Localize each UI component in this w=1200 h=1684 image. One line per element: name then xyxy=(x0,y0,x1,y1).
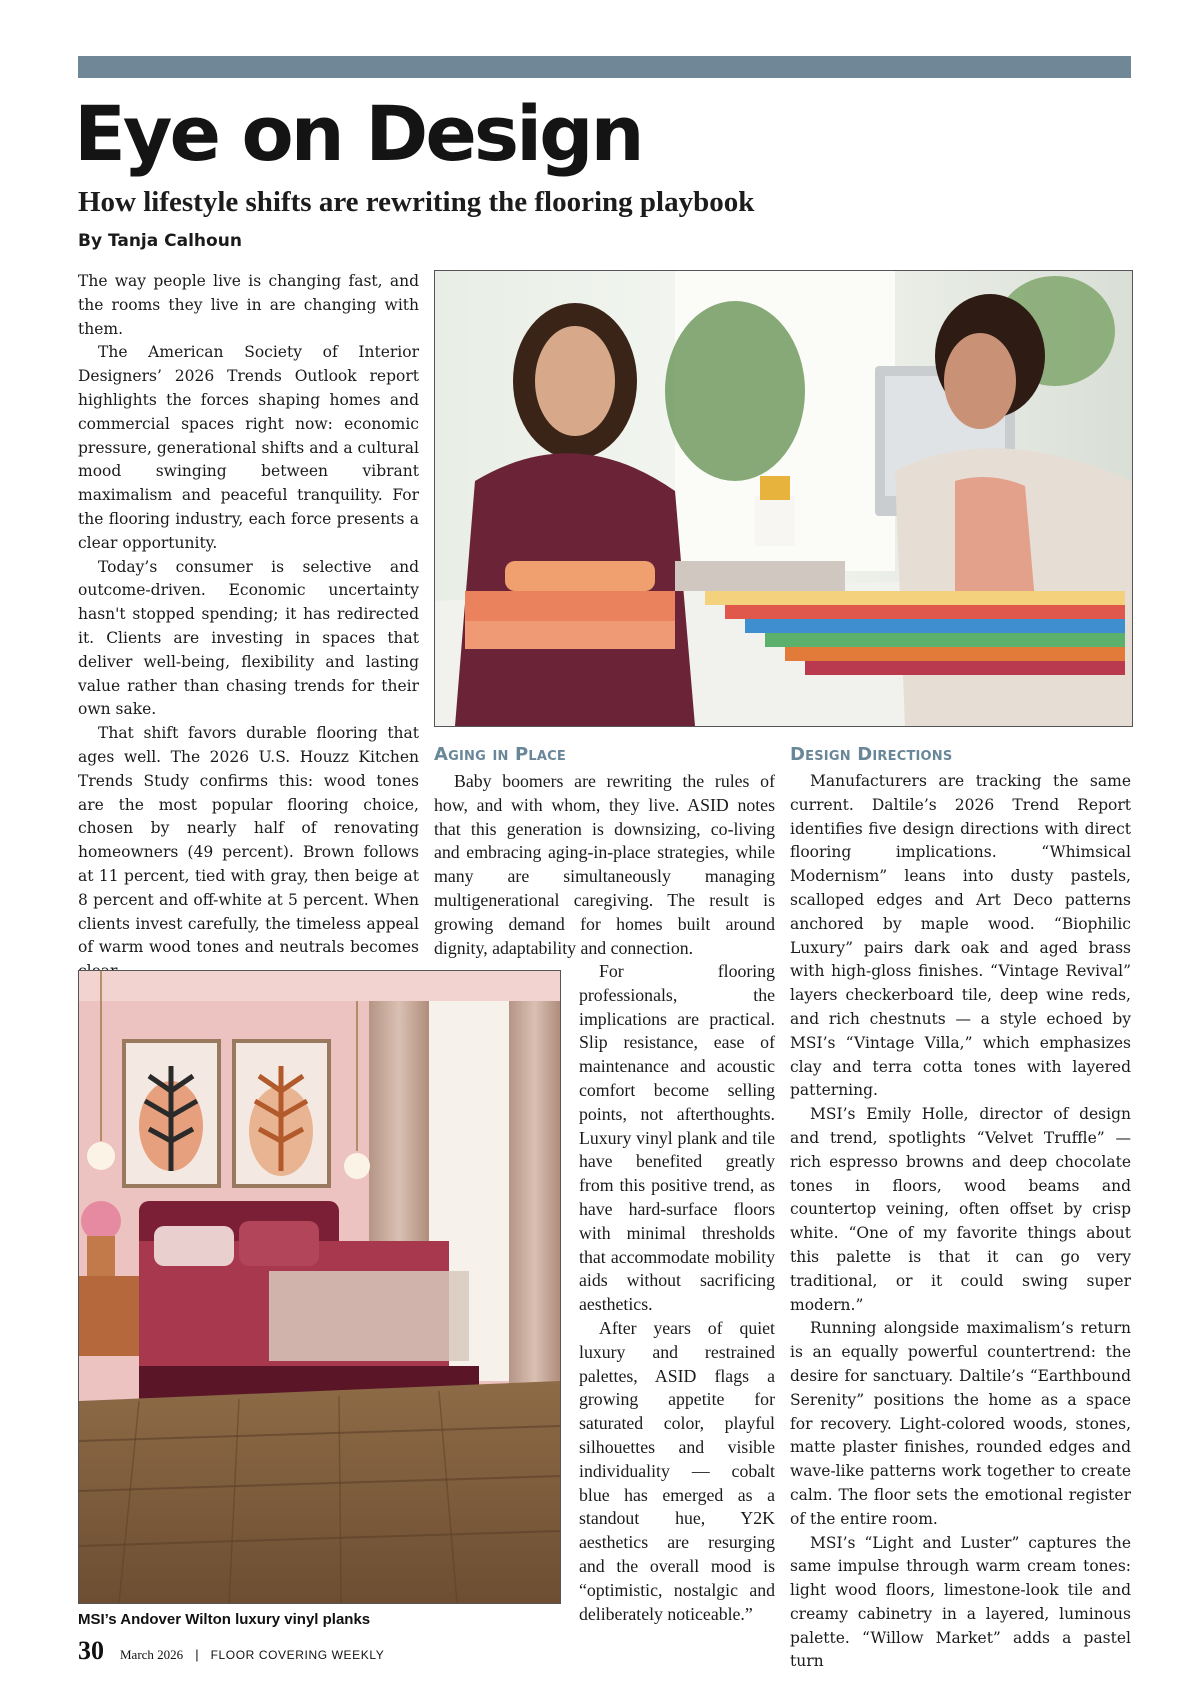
headline: Eye on Design xyxy=(74,89,642,178)
page-footer xyxy=(78,1638,384,1668)
article-column-3 xyxy=(579,960,775,1626)
photo-designers-swatches xyxy=(434,270,1133,727)
article-column-1 xyxy=(78,270,419,984)
section-heading-aging-in-place: Aging in Place xyxy=(434,744,566,765)
paragraph: The way people live is changing fast, and the rooms they live in are changing with them. xyxy=(78,272,419,338)
magazine-name: FLOOR COVERING WEEKLY xyxy=(210,1648,385,1662)
paragraph: After years of quiet luxury and restrained palettes, ASID flags a growing appetite for saturated color, playful silhouettes and visible individuality — cobalt blue has emerged as a standout hue, Y2K aesthetics are resurging and the overall mood is “optimistic, nostalgic and deliberately noticeable.” xyxy=(579,1317,775,1624)
subhead: How lifestyle shifts are rewriting the flooring playbook xyxy=(78,186,755,218)
paragraph: For flooring professionals, the implications are practical. Slip resistance, ease of maintenance and acoustic comfort become selling points, not afterthoughts. Luxury vinyl plank and tile have benefited greatly from this positive trend, as have hard-surface floors with minimal thresholds that accommodate mobility aids without sacrificing aesthetics. xyxy=(579,961,775,1315)
article-column-2 xyxy=(434,770,775,960)
article-column-4 xyxy=(790,770,1131,1674)
issue-date: March 2026 xyxy=(120,1647,184,1662)
byline: By Tanja Calhoun xyxy=(78,231,242,251)
footer-separator: | xyxy=(195,1647,199,1662)
paragraph: MSI’s “Light and Luster” captures the same impulse through warm cream tones: light wood floors, limestone-look tile and creamy cabinetry in a layered, luminous palette. “Willow Market” adds a pastel turn xyxy=(790,1533,1131,1671)
section-heading-design-directions: Design Directions xyxy=(790,744,953,765)
paragraph: Manufacturers are tracking the same current. Daltile’s 2026 Trend Report identifies five design directions with direct flooring implications. “Whimsical Modernism” leans into dusty pastels, scalloped edges and Art Deco patterns anchored by maple wood. “Biophilic Luxury” pairs dark oak and aged brass with high-gloss finishes. “Vintage Revival” layers checkerboard tile, deep wine reds, and rich chestnuts — a style echoed by MSI’s “Vintage Villa,” which emphasizes clay and terra cotta tones with layered patterning. xyxy=(790,772,1131,1100)
paragraph: Running alongside maximalism’s return is an equally powerful countertrend: the desire for sanctuary. Daltile’s “Earthbound Serenity” positions the home as a space for recovery. Light-colored woods, stones, matte plaster finishes, rounded edges and wave-like patterns work together to create calm. The floor sets the emotional register of the entire room. xyxy=(790,1319,1131,1528)
paragraph: Today’s consumer is selective and outcome-driven. Economic uncertainty hasn't stopped spending; it has redirected it. Clients are investing in spaces that deliver well-being, flexibility and lasting value rather than chasing trends for their own sake. xyxy=(78,557,419,719)
top-color-bar xyxy=(78,56,1131,78)
photo-bedroom-vinyl-planks xyxy=(78,970,561,1604)
paragraph: Baby boomers are rewriting the rules of how, and with whom, they live. ASID notes that this generation is downsizing, co-living and embracing aging-in-place strategies, while many are simultaneously managing multigenerational caregiving. The result is growing demand for homes built around dignity, adaptability and connection. xyxy=(434,771,775,958)
photo-caption: MSI’s Andover Wilton luxury vinyl planks xyxy=(78,1611,371,1628)
paragraph: MSI’s Emily Holle, director of design and trend, spotlights “Velvet Truffle” — rich espresso browns and deep chocolate tones in floors, wood beams and countertop veining, often offset by crisp white. “One of my favorite things about this palette is that it can go very traditional, or it could swing super modern.” xyxy=(790,1105,1131,1314)
page-number: 30 xyxy=(78,1636,104,1665)
paragraph: That shift favors durable flooring that ages well. The 2026 U.S. Houzz Kitchen Trends Study confirms this: wood tones are the most popular flooring choice, chosen by nearly half of renovating homeowners (49 percent). Brown follows at 11 percent, tied with gray, then beige at 8 percent and off-white at 5 percent. When clients invest carefully, the timeless appeal of warm wood tones and neutrals becomes xyxy=(78,724,419,957)
paragraph: The American Society of Interior Designers’ 2026 Trends Outlook report highlights the forces shaping homes and commercial spaces right now: economic pressure, generational shifts and a cultural mood swinging between vibrant maximalism and peaceful tranquility. For the flooring industry, each force presents a clear opportunity. xyxy=(78,343,419,552)
